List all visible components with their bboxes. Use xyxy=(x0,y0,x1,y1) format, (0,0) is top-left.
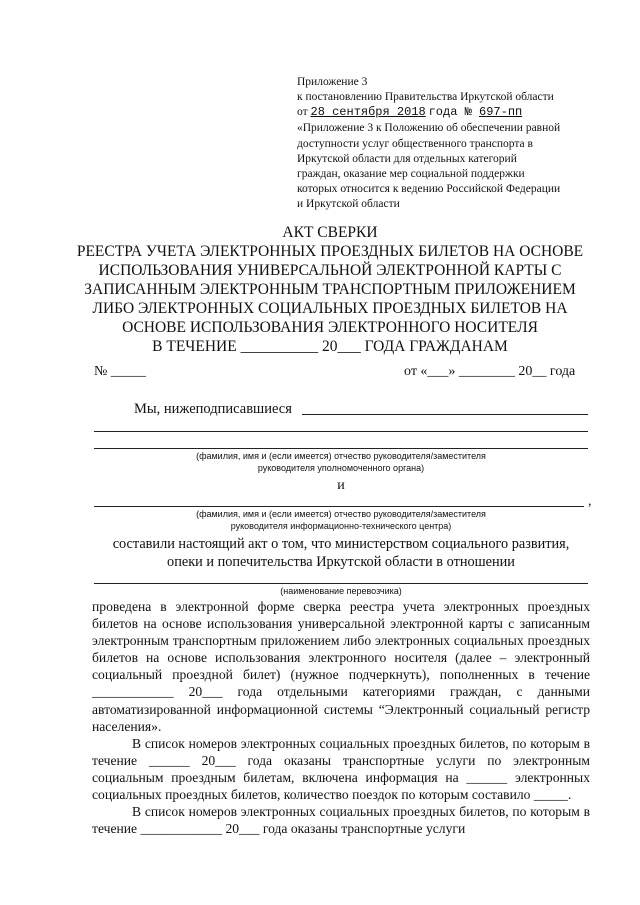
carrier-line xyxy=(94,583,588,584)
signer-line-1a xyxy=(302,414,588,415)
statement-line: опеки и попечительства Иркутской области в отношении xyxy=(167,554,515,570)
paragraph-verification: проведена в электронной форме сверка реестра учета электронных проездных билетов на основе использования универсальной электронной карты с записанным электронным транспортным приложением либо электронных социальных проездных билетов на основе использования электронного носителя (далее – электронный социальный проездной билет) (нужное подчеркнуть), пополненных в течение ____________ 20___ года отдельными категориями граждан, с данными автоматизированной информационной системы “Электронный социальный регистр населения». xyxy=(92,599,590,734)
caption-authorized-body xyxy=(94,450,588,474)
title-line: ОСНОВЕ ИСПОЛЬЗОВАНИЯ ЭЛЕКТРОННОГО НОСИТЕЛЯ xyxy=(122,319,538,336)
appendix-ref-line: граждан, оказание мер социальной поддержки xyxy=(297,168,525,181)
signer-line-2 xyxy=(94,506,584,507)
title-line: ЗАПИСАННЫМ ЭЛЕКТРОННЫМ ТРАНСПОРТНЫМ ПРИЛОЖЕНИЕМ xyxy=(84,281,576,298)
title-line: РЕЕСТРА УЧЕТА ЭЛЕКТРОННЫХ ПРОЕЗДНЫХ БИЛЕТОВ НА ОСНОВЕ xyxy=(76,243,584,260)
caption-line: (фамилия, имя и (если имеется) отчество руководителя/заместителя xyxy=(196,509,486,519)
caption-carrier: (наименование перевозчика) xyxy=(280,586,402,596)
caption-line: руководителя уполномоченного органа) xyxy=(257,463,425,473)
statement xyxy=(94,535,588,571)
resolution-date: 28 сентября 2018 xyxy=(310,105,426,120)
title-line: ИСПОЛЬЗОВАНИЯ УНИВЕРСАЛЬНОЙ ЭЛЕКТРОННОЙ КАРТЫ С xyxy=(98,262,562,279)
title-line: АКТ СВЕРКИ xyxy=(282,224,378,241)
appendix-resolution: к постановлению Правительства Иркутской области xyxy=(297,91,554,104)
date-mid: года № xyxy=(428,105,480,120)
appendix-date-line xyxy=(297,105,597,121)
signer-line-1b xyxy=(94,431,588,432)
appendix-ref-line: доступности услуг общественного транспорта в xyxy=(297,137,533,150)
appendix-ref-line: и Иркутской области xyxy=(297,198,400,211)
resolution-number: 697-пп xyxy=(479,105,523,120)
caption-it-center xyxy=(94,508,588,532)
title-line: ЛИБО ЭЛЕКТРОННЫХ СОЦИАЛЬНЫХ ПРОЕЗДНЫХ БИЛЕТОВ НА xyxy=(92,300,568,317)
act-date: от «___» ________ 20__ года xyxy=(404,364,576,379)
appendix-title: Приложение 3 xyxy=(297,76,368,88)
signers-intro: Мы, нижеподписавшиеся xyxy=(134,401,292,417)
title-line: В ТЕЧЕНИЕ __________ 20___ ГОДА ГРАЖДАНАМ xyxy=(152,338,508,355)
document-title xyxy=(60,223,600,356)
act-number: № _____ xyxy=(94,364,146,379)
caption-line: (фамилия, имя и (если имеется) отчество руководителя/заместителя xyxy=(196,451,486,461)
body-text xyxy=(92,598,590,837)
comma: , xyxy=(588,494,592,509)
conjunction-and: и xyxy=(337,478,345,493)
signer-line-1c xyxy=(94,448,588,449)
date-prefix: от xyxy=(297,106,311,119)
appendix-ref-line: Иркутской области для отдельных категорий xyxy=(297,152,517,165)
paragraph-ticket-list: В список номеров электронных социальных проездных билетов, по которым в течение ______ 20___ года оказаны транспортные услуги по электронным социальным проездным билетам, включена информация на ______ электронных социальных проездных билетов, количество поездок по которым составило _____. xyxy=(92,735,590,803)
statement-line: составили настоящий акт о том, что министерством социального развития, xyxy=(112,536,570,552)
appendix-ref-line: «Приложение 3 к Положению об обеспечении равной xyxy=(297,122,561,135)
appendix-ref-line: которых относится к ведению Российской Федерации xyxy=(297,183,561,196)
appendix-block xyxy=(297,75,597,213)
paragraph-ticket-list-2: В список номеров электронных социальных проездных билетов, по которым в течение ____________ 20___ года оказаны транспортные услуги xyxy=(92,804,590,837)
caption-line: руководителя информационно-технического центра) xyxy=(230,521,452,531)
